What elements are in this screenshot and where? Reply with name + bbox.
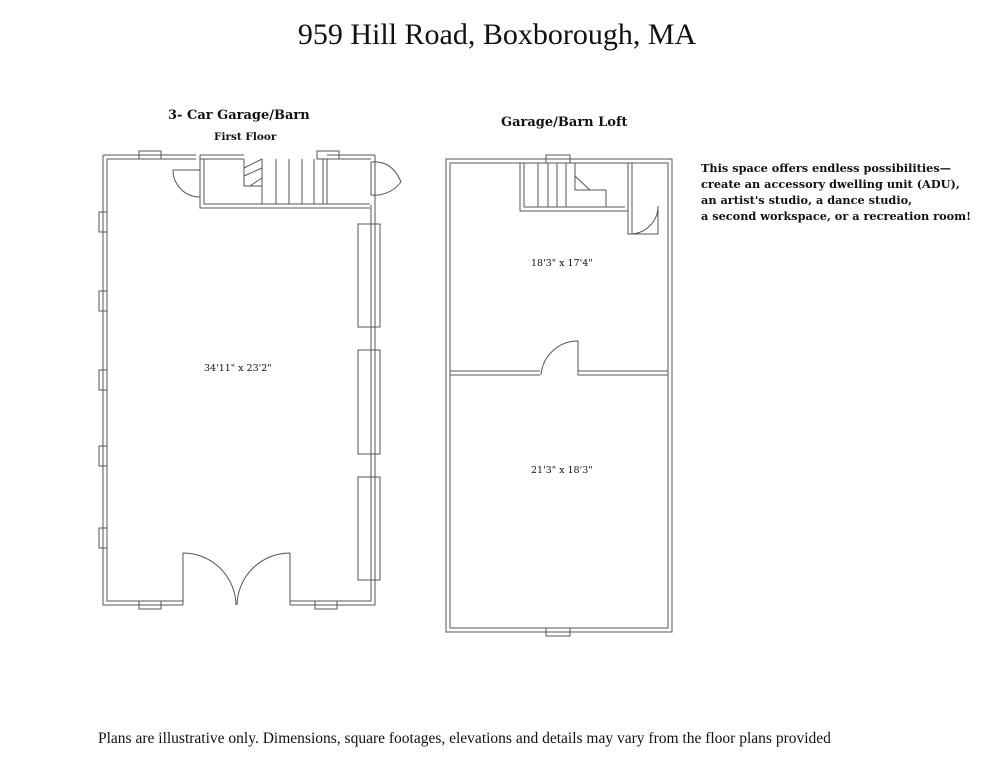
door-swing [632, 206, 658, 234]
closet-wall [628, 163, 632, 234]
first-floor-plan [99, 151, 401, 609]
garage-door [358, 477, 380, 580]
loft-plan [446, 155, 672, 636]
exterior-wall [290, 155, 375, 605]
stair-wall [200, 155, 244, 159]
exterior-wall [450, 163, 668, 628]
exterior-wall [446, 159, 672, 632]
exterior-wall [290, 205, 371, 601]
double-door [183, 553, 236, 605]
promo-line: This space offers endless possibilities— [701, 161, 952, 175]
garage-door [358, 224, 380, 327]
exterior-wall [103, 155, 183, 605]
interior-wall [450, 371, 540, 375]
promo-line: an artist's studio, a dance studio, [701, 193, 913, 207]
double-door [237, 553, 290, 605]
stair-wall [323, 159, 327, 204]
first-floor-heading: 3- Car Garage/Barn [168, 108, 310, 123]
first-floor-room-dimension: 34'11" x 23'2" [204, 363, 272, 374]
loft-lower-room-dimension: 21'3" x 18'3" [531, 465, 593, 476]
loft-upper-room-dimension: 18'3" x 17'4" [531, 258, 593, 269]
first-floor-stairs [244, 159, 314, 204]
loft-stairs [520, 163, 628, 211]
loft-heading: Garage/Barn Loft [501, 115, 628, 130]
promo-line: create an accessory dwelling unit (ADU), [701, 177, 960, 191]
stair-wall [200, 155, 370, 208]
interior-wall [578, 371, 668, 375]
exterior-wall [107, 159, 183, 601]
page-title: 959 Hill Road, Boxborough, MA [297, 18, 697, 51]
garage-door [358, 350, 380, 454]
first-floor-subheading: First Floor [214, 131, 277, 143]
exterior-wall [327, 155, 375, 159]
door-swing [173, 170, 200, 197]
door-swing [541, 341, 578, 375]
promo-line: a second workspace, or a recreation room! [701, 209, 972, 223]
disclaimer-text: Plans are illustrative only. Dimensions, square footages, elevations and details may vary from the floor plans provided [98, 730, 831, 747]
